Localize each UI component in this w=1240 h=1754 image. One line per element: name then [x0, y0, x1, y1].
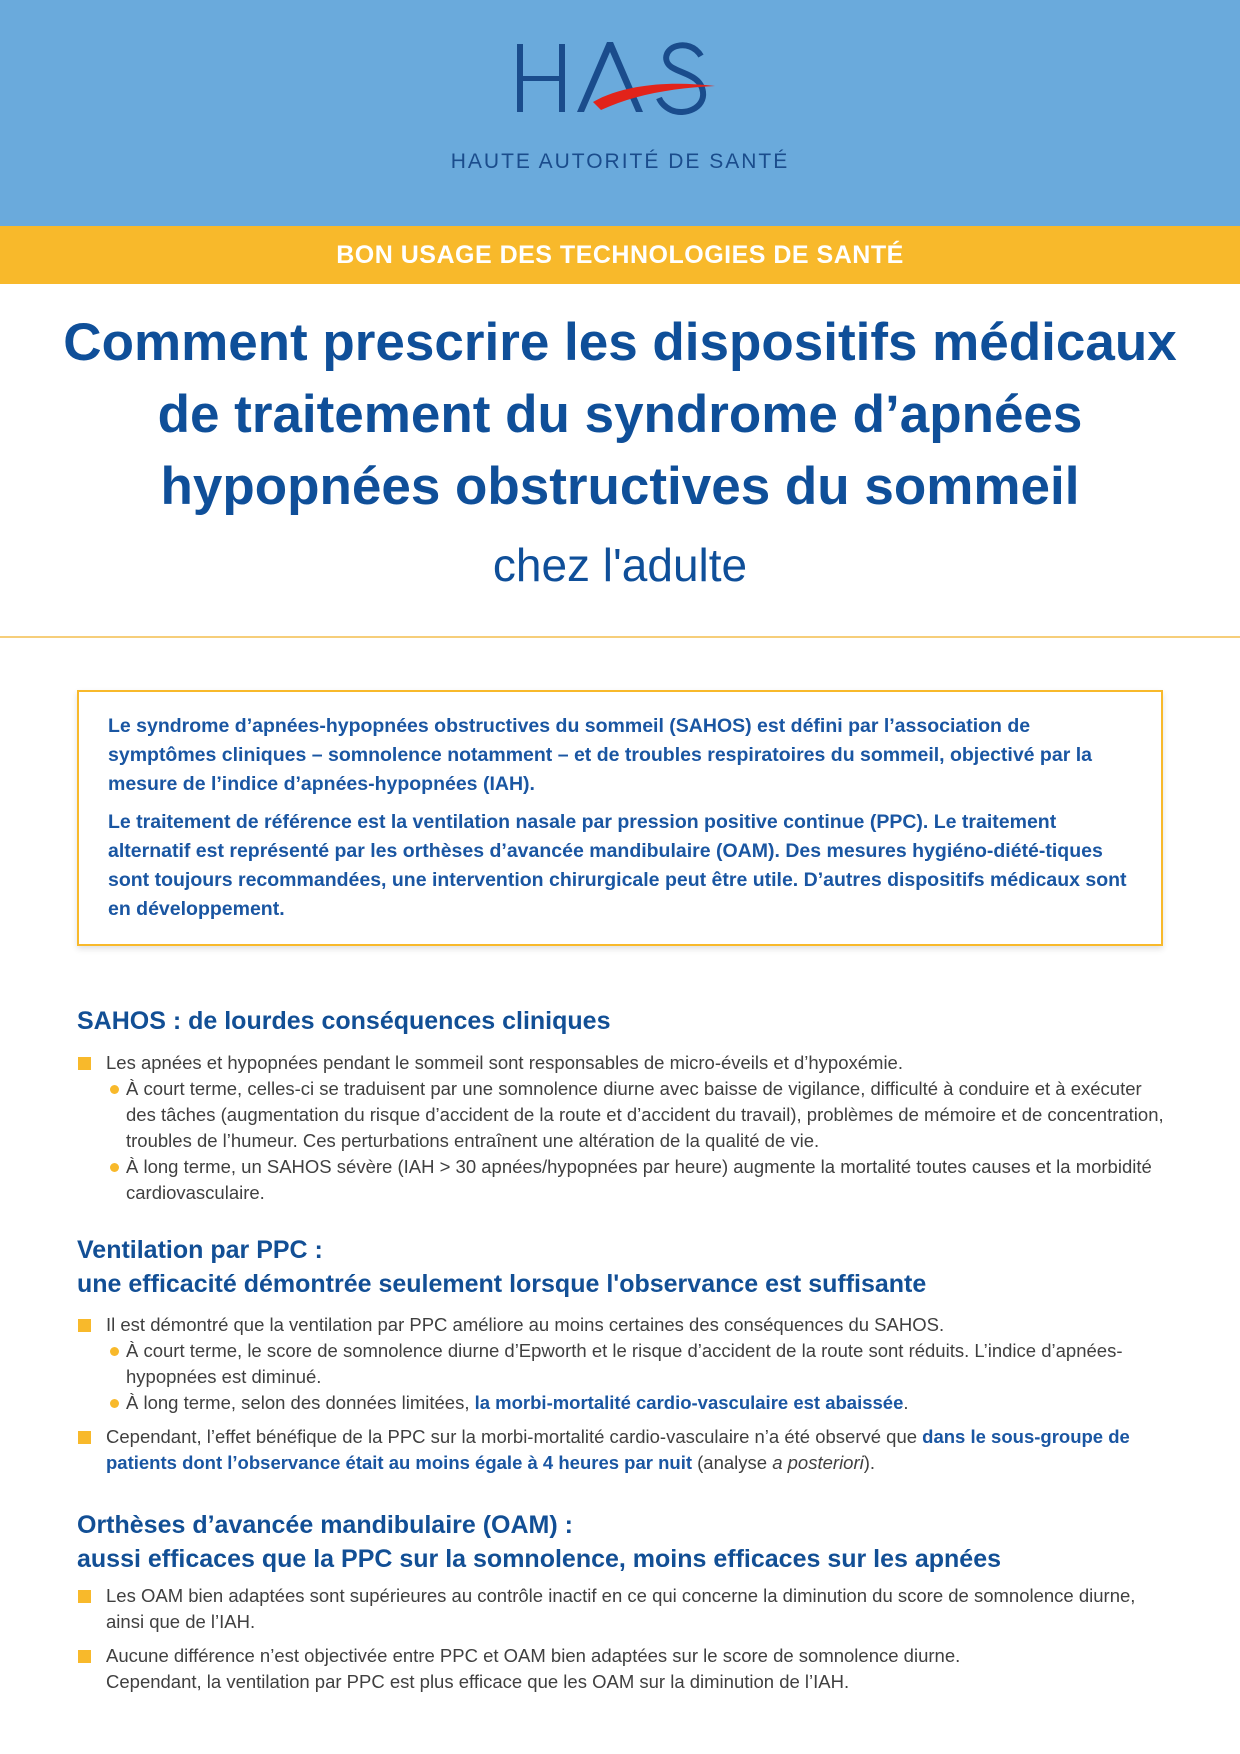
- list-item: [77, 1424, 1165, 1476]
- bullet-text: (analyse: [692, 1452, 773, 1473]
- section-title-ppc: [77, 1233, 1177, 1301]
- header-band: [0, 0, 1240, 226]
- intro-paragraph: Le syndrome d’apnées-hypopnées obstructives du sommeil (SAHOS) est défini par l’association de symptômes cliniques – somnolence notamment – et de troubles respiratoires du sommeil, objectivé par la mesure de l’indice d’apnées-hypopnées (IAH).: [108, 715, 1092, 795]
- page-subtitle: chez l'adulte: [492, 539, 748, 591]
- bullet-text: Il est démontré que la ventilation par PPC améliore au moins certaines des conséquences du SAHOS.: [106, 1314, 945, 1335]
- sub-list: [106, 1338, 1165, 1416]
- highlighted-text: la morbi-mortalité cardio-vasculaire est abaissée: [474, 1392, 904, 1413]
- list-item: [77, 1312, 1165, 1416]
- category-banner: BON USAGE DES TECHNOLOGIES DE SANTÉ: [0, 226, 1240, 284]
- title-line: Comment prescrire les dispositifs médicaux: [63, 313, 1177, 372]
- sub-bullet-text: .: [903, 1392, 909, 1413]
- sub-list-item: [106, 1076, 1165, 1154]
- dot-bullet-icon: [110, 1399, 119, 1408]
- sub-list-item: [106, 1154, 1165, 1206]
- square-bullet-icon: [78, 1590, 91, 1603]
- italic-text: a posteriori: [772, 1452, 864, 1473]
- bullet-text: Les OAM bien adaptées sont supérieures au contrôle inactif en ce qui concerne la diminution du score de somnolence diurne, ainsi que de l’IAH.: [106, 1585, 1136, 1632]
- section-title-sahos: SAHOS : de lourdes conséquences cliniques: [77, 1007, 611, 1035]
- section-title-line: une efficacité démontrée seulement lorsque l'observance est suffisante: [77, 1270, 927, 1298]
- section-title-oam: [77, 1508, 1177, 1576]
- section-ppc-list: [77, 1312, 1165, 1484]
- title-line: hypopnées obstructives du sommeil: [160, 457, 1080, 516]
- highlighted-text: dans le sous-groupe de patients dont l’observance était au moins égale à 4 heures par nuit: [106, 1426, 1130, 1473]
- square-bullet-icon: [78, 1319, 91, 1332]
- intro-box: [77, 690, 1163, 946]
- divider: [0, 636, 1240, 638]
- bullet-text: Aucune différence n’est objectivée entre PPC et OAM bien adaptées sur le score de somnolence diurne.: [106, 1645, 961, 1666]
- section-title-line: Orthèses d’avancée mandibulaire (OAM) :: [77, 1511, 573, 1539]
- sub-bullet-text: À court terme, celles-ci se traduisent par une somnolence diurne avec baisse de vigilance, difficulté à conduire et à exécuter des tâches (augmentation du risque d’accident de la route et d’accident du travail), problèmes de mémoire et de concentration, troubles de l’humeur. Ces perturbations entraînent une altération de la qualité de vie.: [126, 1078, 1164, 1151]
- has-logo: [0, 36, 1240, 131]
- section-title-line: Ventilation par PPC :: [77, 1236, 323, 1264]
- dot-bullet-icon: [110, 1347, 119, 1356]
- square-bullet-icon: [78, 1431, 91, 1444]
- bullet-text: ).: [863, 1452, 876, 1473]
- sub-list-item: [106, 1338, 1165, 1390]
- bullet-text: Cependant, la ventilation par PPC est plus efficace que les OAM sur la diminution de l’IAH.: [106, 1671, 850, 1692]
- section-sahos-list: [77, 1050, 1165, 1214]
- sub-bullet-text: À long terme, un SAHOS sévère (IAH > 30 apnées/hypopnées par heure) augmente la mortalité toutes causes et la morbidité cardiovasculaire.: [126, 1156, 1152, 1203]
- section-oam-list: [77, 1583, 1165, 1703]
- sub-bullet-text: À long terme, selon des données limitées,: [126, 1392, 475, 1413]
- title-line: de traitement du syndrome d’apnées: [157, 385, 1083, 444]
- list-item: [77, 1643, 1165, 1695]
- square-bullet-icon: [78, 1057, 91, 1070]
- dot-bullet-icon: [110, 1085, 119, 1094]
- dot-bullet-icon: [110, 1163, 119, 1172]
- page-title: [40, 307, 1200, 523]
- square-bullet-icon: [78, 1650, 91, 1663]
- sub-list: [106, 1076, 1165, 1206]
- intro-paragraph: Le traitement de référence est la ventilation nasale par pression positive continue (PPC). Le traitement alternatif est représenté par les orthèses d’avancée mandibulaire (OAM). Des mesures hygiéno-diété-tiques sont toujours recommandées, une intervention chirurgicale peut être utile. D’autres dispositifs médicaux sont en développement.: [108, 811, 1127, 920]
- list-item: [77, 1050, 1165, 1206]
- section-title-line: aussi efficaces que la PPC sur la somnolence, moins efficaces sur les apnées: [77, 1545, 1002, 1573]
- sub-bullet-text: À court terme, le score de somnolence diurne d’Epworth et le risque d’accident de la route sont réduits. L’indice d’apnées-hypopnées est diminué.: [126, 1340, 1123, 1387]
- list-item: [77, 1583, 1165, 1635]
- bullet-text: Cependant, l’effet bénéfique de la PPC sur la morbi-mortalité cardio-vasculaire n’a été observé que: [106, 1426, 923, 1447]
- bullet-text: Les apnées et hypopnées pendant le sommeil sont responsables de micro-éveils et d’hypoxémie.: [106, 1052, 903, 1073]
- has-logo-mark: [515, 36, 725, 126]
- organization-name: HAUTE AUTORITÉ DE SANTÉ: [450, 150, 790, 173]
- sub-list-item: [106, 1390, 1165, 1416]
